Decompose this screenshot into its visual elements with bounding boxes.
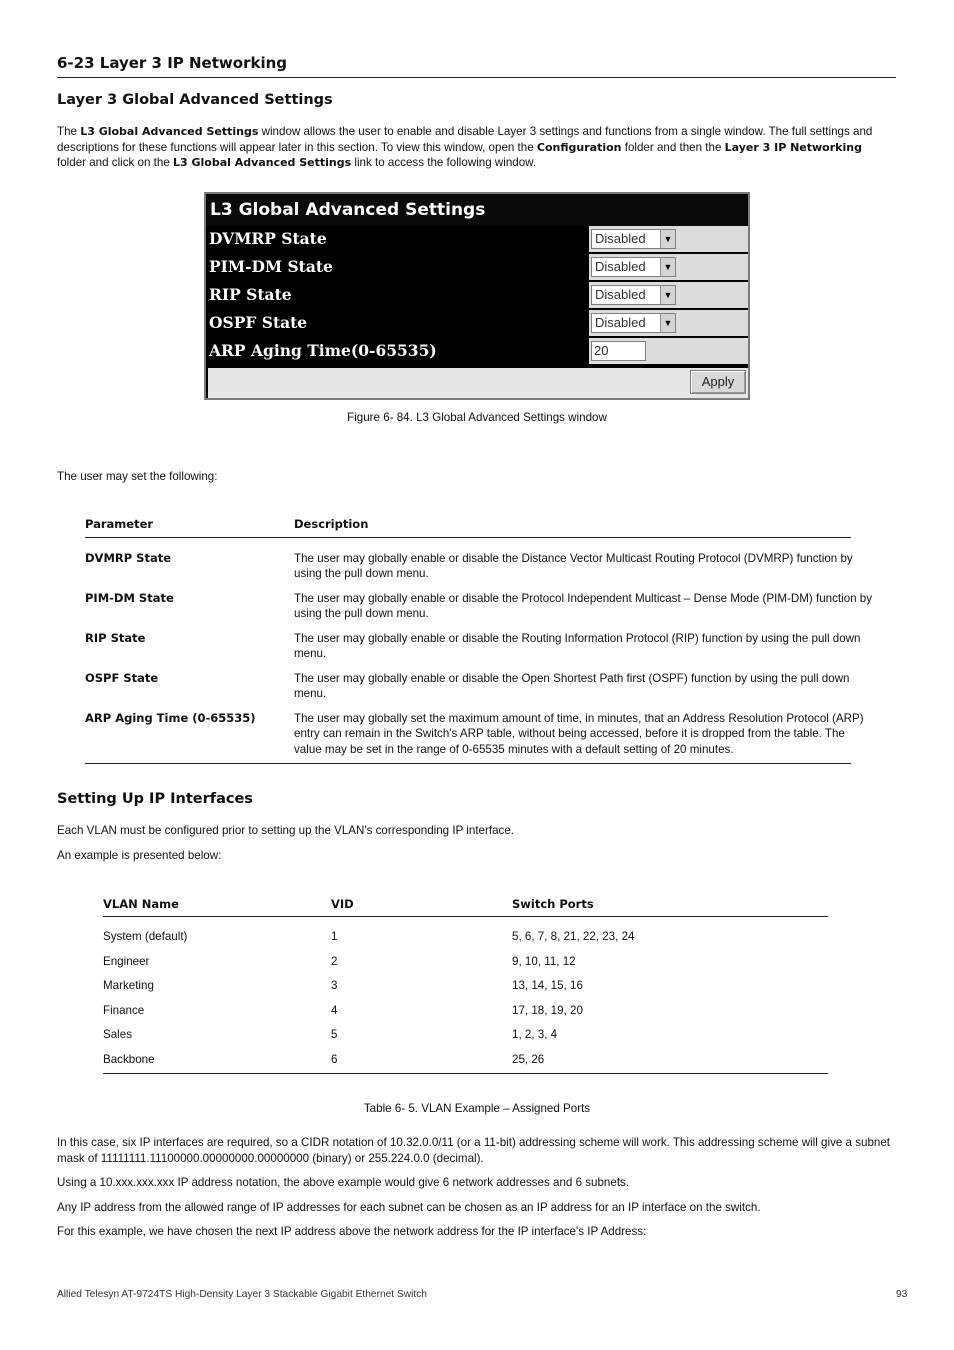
figure-caption: Figure 6- 84. L3 Global Advanced Settings window: [347, 411, 607, 424]
section-title: 6-23 Layer 3 IP Networking: [57, 54, 287, 72]
row-pimdm: [208, 254, 748, 280]
vid-cell: 5: [331, 1028, 338, 1041]
param-name: OSPF State: [85, 671, 159, 685]
ports-cell: 25, 26: [512, 1053, 545, 1066]
row-arp: [208, 338, 748, 364]
param-desc: The user may globally enable or disable the Open Shortest Path first (OSPF) function by using the pull down menu.: [294, 672, 850, 701]
col-header-vlan-name: VLAN Name: [103, 897, 179, 911]
chevron-down-icon: ▼: [660, 258, 675, 276]
table-rule: [85, 537, 851, 538]
page-number: 93: [896, 1289, 908, 1300]
closing-paragraph: Any IP address from the allowed range of IP addresses for each subnet can be chosen as an IP address for an IP interface on the switch.: [57, 1201, 761, 1214]
arp-aging-time-input[interactable]: 20: [591, 341, 646, 361]
col-header-vid: VID: [331, 897, 354, 911]
row-label: OSPF State: [208, 310, 587, 336]
vlan-name-cell: Backbone: [103, 1053, 155, 1066]
param-desc: The user may globally enable or disable the Protocol Independent Multicast – Dense Mode (PIM-DM) function by using the pull down menu.: [294, 592, 873, 621]
param-name: DVMRP State: [85, 551, 172, 565]
window-title: L3 Global Advanced Settings: [206, 194, 748, 226]
chevron-down-icon: ▼: [660, 314, 675, 332]
param-desc: The user may globally enable or disable the Routing Information Protocol (RIP) function by using the pull down menu.: [294, 632, 861, 661]
vlan-name-cell: Marketing: [103, 979, 154, 992]
table-rule: [103, 916, 828, 917]
l3-settings-window: [204, 192, 750, 400]
vid-cell: 3: [331, 979, 338, 992]
vid-cell: 1: [331, 930, 338, 943]
vid-cell: 4: [331, 1004, 338, 1017]
vlan-name-cell: Engineer: [103, 955, 150, 968]
ports-cell: 9, 10, 11, 12: [512, 955, 576, 968]
ip-paragraph: An example is presented below:: [57, 849, 222, 862]
heading-l3-global: Layer 3 Global Advanced Settings: [57, 92, 333, 108]
col-header-parameter: Parameter: [85, 517, 154, 531]
table-caption: Table 6- 5. VLAN Example – Assigned Ports: [363, 1102, 591, 1115]
row-label: ARP Aging Time(0-65535): [208, 338, 587, 364]
param-desc: The user may globally enable or disable the Distance Vector Multicast Routing Protocol (DVMRP) function by using the pull down menu.: [294, 552, 853, 581]
row-label: DVMRP State: [208, 226, 587, 252]
apply-button[interactable]: Apply: [690, 370, 746, 394]
row-label: RIP State: [208, 282, 587, 308]
ports-cell: 5, 6, 7, 8, 21, 22, 23, 24: [512, 930, 635, 943]
dvmrp-state-select[interactable]: Disabled ▼: [591, 229, 676, 249]
closing-paragraph: Using a 10.xxx.xxx.xxx IP address notation, the above example would give 6 network addresses and 6 subnets.: [57, 1176, 630, 1189]
heading-ip-interfaces: Setting Up IP Interfaces: [57, 791, 253, 807]
chevron-down-icon: ▼: [660, 286, 675, 304]
ospf-state-select[interactable]: Disabled ▼: [591, 313, 676, 333]
row-label: PIM-DM State: [208, 254, 587, 280]
ports-cell: 1, 2, 3, 4: [512, 1028, 558, 1041]
table-rule: [85, 763, 851, 764]
user-may-set-text: The user may set the following:: [57, 470, 218, 483]
intro-paragraph: The L3 Global Advanced Settings window allows the user to enable and disable Layer 3 settings and functions from a single window. The full settings and descriptions for these functions will appear later in this section. To view this window, open the Configuration folder and then the Layer 3 IP Networking folder and click on the L3 Global Advanced Settings link to access the following window.: [57, 125, 873, 170]
vid-cell: 2: [331, 955, 338, 968]
footer-product: Allied Telesyn AT-9724TS High-Density Layer 3 Stackable Gigabit Ethernet Switch: [57, 1289, 427, 1300]
col-header-description: Description: [294, 517, 369, 531]
param-name: ARP Aging Time (0-65535): [85, 711, 256, 725]
rip-state-select[interactable]: Disabled ▼: [591, 285, 676, 305]
ports-cell: 17, 18, 19, 20: [512, 1004, 583, 1017]
row-dvmrp: [208, 226, 748, 252]
param-name: RIP State: [85, 631, 146, 645]
col-header-switch-ports: Switch Ports: [512, 897, 594, 911]
closing-paragraph: In this case, six IP interfaces are required, so a CIDR notation of 10.32.0.0/11 (or a 11-bit) addressing scheme will work. This addressing scheme will give a subnet mask of 11111111.11100000.00000000.00000000 (binary) or 255.224.0.0 (decimal).: [57, 1136, 891, 1165]
vid-cell: 6: [331, 1053, 338, 1066]
chevron-down-icon: ▼: [660, 230, 675, 248]
row-ospf: [208, 310, 748, 336]
ports-cell: 13, 14, 15, 16: [512, 979, 583, 992]
param-name: PIM-DM State: [85, 591, 174, 605]
header-rule: [57, 77, 896, 78]
table-rule: [103, 1073, 828, 1074]
window-footer: [208, 368, 748, 398]
row-rip: [208, 282, 748, 308]
closing-paragraph: For this example, we have chosen the next IP address above the network address for the IP interface's IP Address:: [57, 1225, 647, 1238]
vlan-name-cell: System (default): [103, 930, 188, 943]
ip-paragraph: Each VLAN must be configured prior to setting up the VLAN's corresponding IP interface.: [57, 824, 514, 837]
pimdm-state-select[interactable]: Disabled ▼: [591, 257, 676, 277]
vlan-name-cell: Finance: [103, 1004, 145, 1017]
vlan-name-cell: Sales: [103, 1028, 133, 1041]
param-desc: The user may globally set the maximum amount of time, in minutes, that an Address Resolution Protocol (ARP) entry can remain in the Switch's ARP table, without being accessed, before it is dropped from the table. The value may be set in the range of 0-65535 minutes with a default setting of 20 minutes.: [294, 712, 864, 756]
